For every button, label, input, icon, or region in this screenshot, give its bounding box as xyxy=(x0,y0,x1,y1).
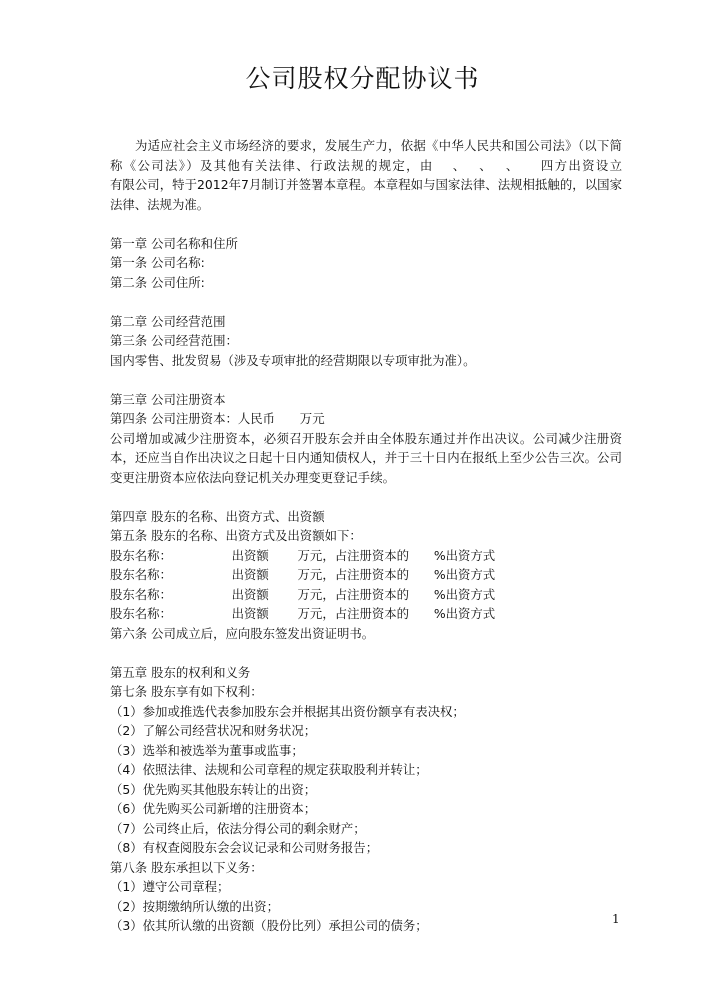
document-title: 公司股权分配协议书 xyxy=(245,64,480,93)
right-item: （5）优先购买其他股东转让的出资； xyxy=(110,781,317,797)
spacer xyxy=(110,370,622,390)
article-4: 第四条 公司注册资本：人民币 万元 xyxy=(110,411,325,426)
shareholder-row: 股东名称： 出资额 万元，占注册资本的 %出资方式 xyxy=(110,606,496,621)
right-item: （2）了解公司经营状况和财务状况； xyxy=(110,723,317,738)
right-item: （1）参加或推选代表参加股东会并根据其出资份额享有表决权； xyxy=(110,703,465,719)
right-item: （3）选举和被选举为董事或监事； xyxy=(110,742,304,758)
shareholder-row: 股东名称： 出资额 万元，占注册资本的 %出资方式 xyxy=(110,567,496,582)
duty-item: （1）遵守公司章程； xyxy=(110,879,230,894)
shareholder-row: 股东名称： 出资额 万元，占注册资本的 %出资方式 xyxy=(110,547,496,563)
intro-paragraph: 为适应社会主义市场经济的要求，发展生产力，依据《中华人民共和国公司法》（以下简称《公司法》）及其他有关法律、行政法规的规定，由 、 、 、 四方出资设立 有限公司，特于2012年7月制订并签署本章程。本章程如与国家法律、法规相抵触的，以国家法律、法规为准。 xyxy=(110,138,709,212)
business-scope: 国内零售、批发贸易（涉及专项审批的经营期限以专项审批为准）。 xyxy=(110,352,476,368)
right-item: （7）公司终止后，依法分得公司的剩余财产； xyxy=(110,820,366,836)
chapter-1-heading: 第一章 公司名称和住所 xyxy=(110,235,238,251)
chapter-5-heading: 第五章 股东的权利和义务 xyxy=(110,664,251,680)
capital-change-paragraph: 公司增加或减少注册资本，必须召开股东会并由全体股东通过并作出决议。公司减少注册资本，还应当自作出决议之日起十日内通知债权人，并于三十日内在报纸上至少公告三次。公司变更注册资本应依法向登记机关办理变更登记手续。 xyxy=(110,430,622,485)
article-8: 第八条 股东承担以下义务： xyxy=(110,859,263,875)
article-7: 第七条 股东享有如下权利： xyxy=(110,684,263,699)
spacer xyxy=(110,643,622,663)
spacer xyxy=(110,487,622,507)
page-number: 1 xyxy=(612,912,620,926)
right-item: （8）有权查阅股东会会议记录和公司财务报告； xyxy=(110,840,379,855)
spacer xyxy=(110,292,622,312)
right-item: （6）优先购买公司新增的注册资本； xyxy=(110,801,317,816)
shareholder-row: 股东名称： 出资额 万元，占注册资本的 %出资方式 xyxy=(110,586,496,602)
chapter-4-heading: 第四章 股东的名称、出资方式、出资额 xyxy=(110,508,325,524)
right-item: （4）依照法律、法规和公司章程的规定获取股利并转让； xyxy=(110,762,428,777)
chapter-2-heading: 第二章 公司经营范围 xyxy=(110,313,226,329)
duty-item: （2）按期缴纳所认缴的出资； xyxy=(110,898,279,914)
article-3: 第三条 公司经营范围： xyxy=(110,333,238,348)
article-5: 第五条 股东的名称、出资方式及出资额如下： xyxy=(110,528,362,543)
article-2: 第二条 公司住所: xyxy=(110,274,205,290)
article-6: 第六条 公司成立后，应向股东签发出资证明书。 xyxy=(110,625,375,641)
article-1: 第一条 公司名称: xyxy=(110,255,205,270)
chapter-3-heading: 第三章 公司注册资本 xyxy=(110,391,226,407)
duty-item: （3）依其所认缴的出资额（股份比列）承担公司的债务； xyxy=(110,918,428,933)
document-body xyxy=(110,136,709,936)
spacer xyxy=(110,214,622,234)
